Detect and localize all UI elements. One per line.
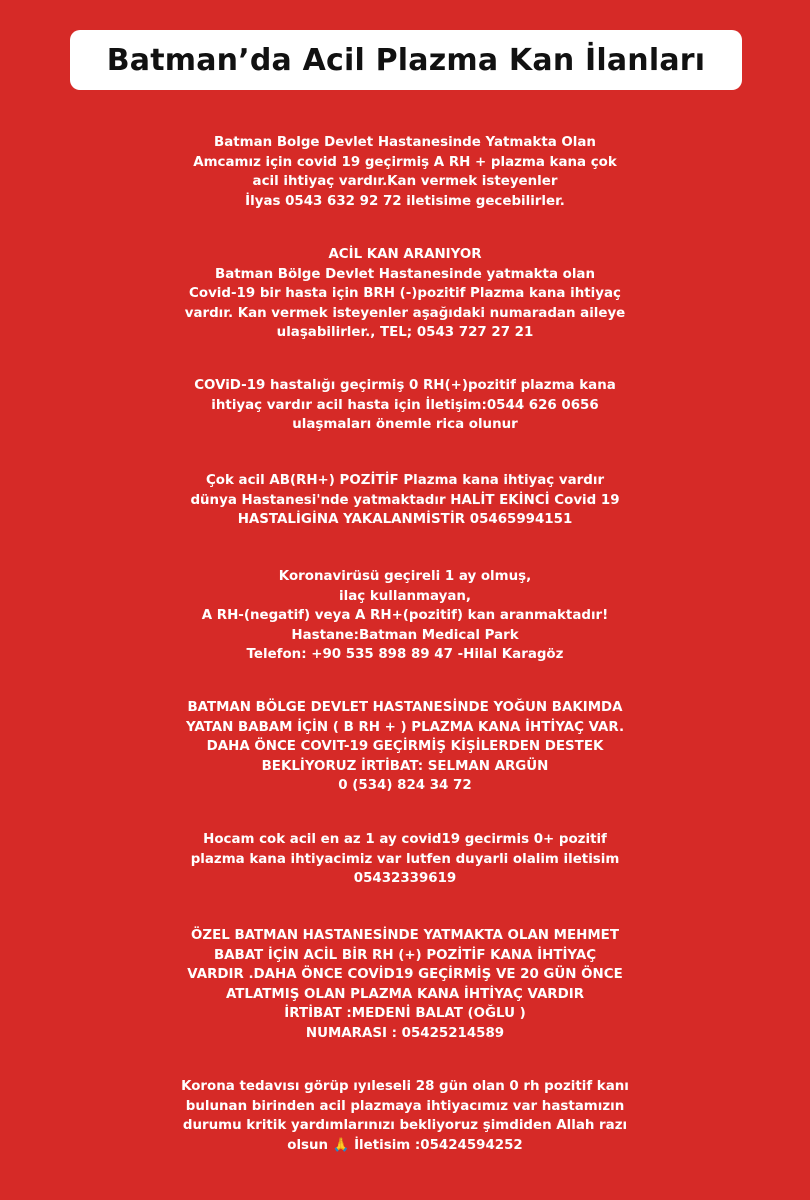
ad-line: acil ihtiyaç vardır.Kan vermek isteyenler [252, 174, 558, 190]
ad-item-3 [130, 376, 680, 435]
ad-line: ulaşmaları önemle rica olunur [292, 417, 518, 433]
ad-line: 0 (534) 824 34 72 [338, 778, 472, 794]
ad-line: Hastane:Batman Medical Park [291, 627, 519, 643]
ad-line: HASTALİGİNA YAKALANMİSTİR 05465994151 [237, 512, 573, 528]
page-title: Batman’da Acil Plazma Kan İlanları [106, 42, 706, 78]
ad-line: plazma kana ihtiyacimiz var lutfen duyarli olalim iletisim [190, 851, 620, 867]
ad-line: COViD-19 hastalığı geçirmiş 0 RH(+)pozitif plazma kana [194, 378, 616, 393]
ad-line: DAHA ÖNCE COVIT-19 GEÇİRMİŞ KİŞİLERDEN DESTEK [206, 739, 604, 755]
ad-item-7 [130, 830, 680, 889]
ad-line: NUMARASI : 05425214589 [305, 1025, 505, 1041]
ad-line: ÖZEL BATMAN HASTANESİNDE YATMAKTA OLAN MEHMET [191, 928, 619, 943]
ad-line: Telefon: +90 535 898 89 47 -Hilal Karagöz [246, 647, 564, 663]
ad-item-5 [130, 567, 680, 665]
ad-line: Amcamız için covid 19 geçirmiş A RH + plazma kana çok [193, 154, 617, 170]
ad-line: Korona tedavısı görüp ıyıleseli 28 gün olan 0 rh pozitif kanı [181, 1079, 629, 1094]
ad-line: VARDIR .DAHA ÖNCE COVİD19 GEÇİRMİŞ VE 20 GÜN ÖNCE [187, 967, 623, 983]
ad-line: ilaç kullanmayan, [339, 588, 471, 604]
ad-item-4 [130, 471, 680, 530]
ad-line: vardır. Kan vermek isteyenler aşağıdaki numaradan aileye [184, 305, 626, 321]
ad-item-9 [130, 1077, 680, 1155]
ad-item-1 [130, 133, 680, 211]
ad-line: BATMAN BÖLGE DEVLET HASTANESİNDE YOĞUN BAKIMDA [187, 700, 623, 715]
ad-line: Batman Bolge Devlet Hastanesinde Yatmakta Olan [214, 135, 596, 150]
ad-item-2 [130, 245, 680, 343]
ad-line: Çok acil AB(RH+) POZİTİF Plazma kana ihtiyaç vardır [205, 473, 605, 488]
ad-line: BABAT İÇİN ACİL BİR RH (+) POZİTİF KANA İHTİYAÇ [213, 947, 597, 963]
ad-line: İRTİBAT :MEDENİ BALAT (OĞLU ) [284, 1006, 526, 1022]
ad-heading: ACİL KAN ARANIYOR [328, 247, 482, 262]
ad-line: Batman Bölge Devlet Hastanesinde yatmakta olan [214, 266, 596, 282]
ad-line: 05432339619 [353, 871, 457, 887]
ad-line: Hocam cok acil en az 1 ay covid19 gecirmis 0+ pozitif [203, 832, 607, 847]
title-banner [70, 30, 742, 90]
ad-line: olsun 🙏 İletisim :05424594252 [287, 1137, 523, 1153]
ad-line: A RH-(negatif) veya A RH+(pozitif) kan aranmaktadır! [201, 608, 609, 624]
ad-line: dünya Hastanesi'nde yatmaktadır HALİT EKİNCİ Covid 19 [190, 492, 620, 508]
ad-line: ATLATMIŞ OLAN PLAZMA KANA İHTİYAÇ VARDIR [225, 986, 585, 1002]
ad-line: Koronavirüsü geçireli 1 ay olmuş, [278, 569, 532, 584]
ad-line: durumu kritik yardımlarınızı bekliyoruz şimdiden Allah razı [182, 1118, 628, 1134]
ad-line: YATAN BABAM İÇİN ( B RH + ) PLAZMA KANA İHTİYAÇ VAR. [185, 719, 625, 735]
ad-item-8 [130, 926, 680, 1044]
ad-line: bulunan birinden acil plazmaya ihtiyacımız var hastamızın [185, 1098, 625, 1114]
ad-line: Covid-19 bir hasta için BRH (-)pozitif Plazma kana ihtiyaç [189, 286, 621, 302]
ad-line: BEKLİYORUZ İRTİBAT: SELMAN ARGÜN [261, 758, 549, 774]
ad-line: ihtiyaç vardır acil hasta için İletişim:0544 626 0656 [211, 397, 599, 413]
ad-line: ulaşabilirler., TEL; 0543 727 27 21 [276, 325, 534, 341]
ad-line: İlyas 0543 632 92 72 iletisime gecebilirler. [245, 193, 565, 209]
ad-item-6 [130, 698, 680, 796]
